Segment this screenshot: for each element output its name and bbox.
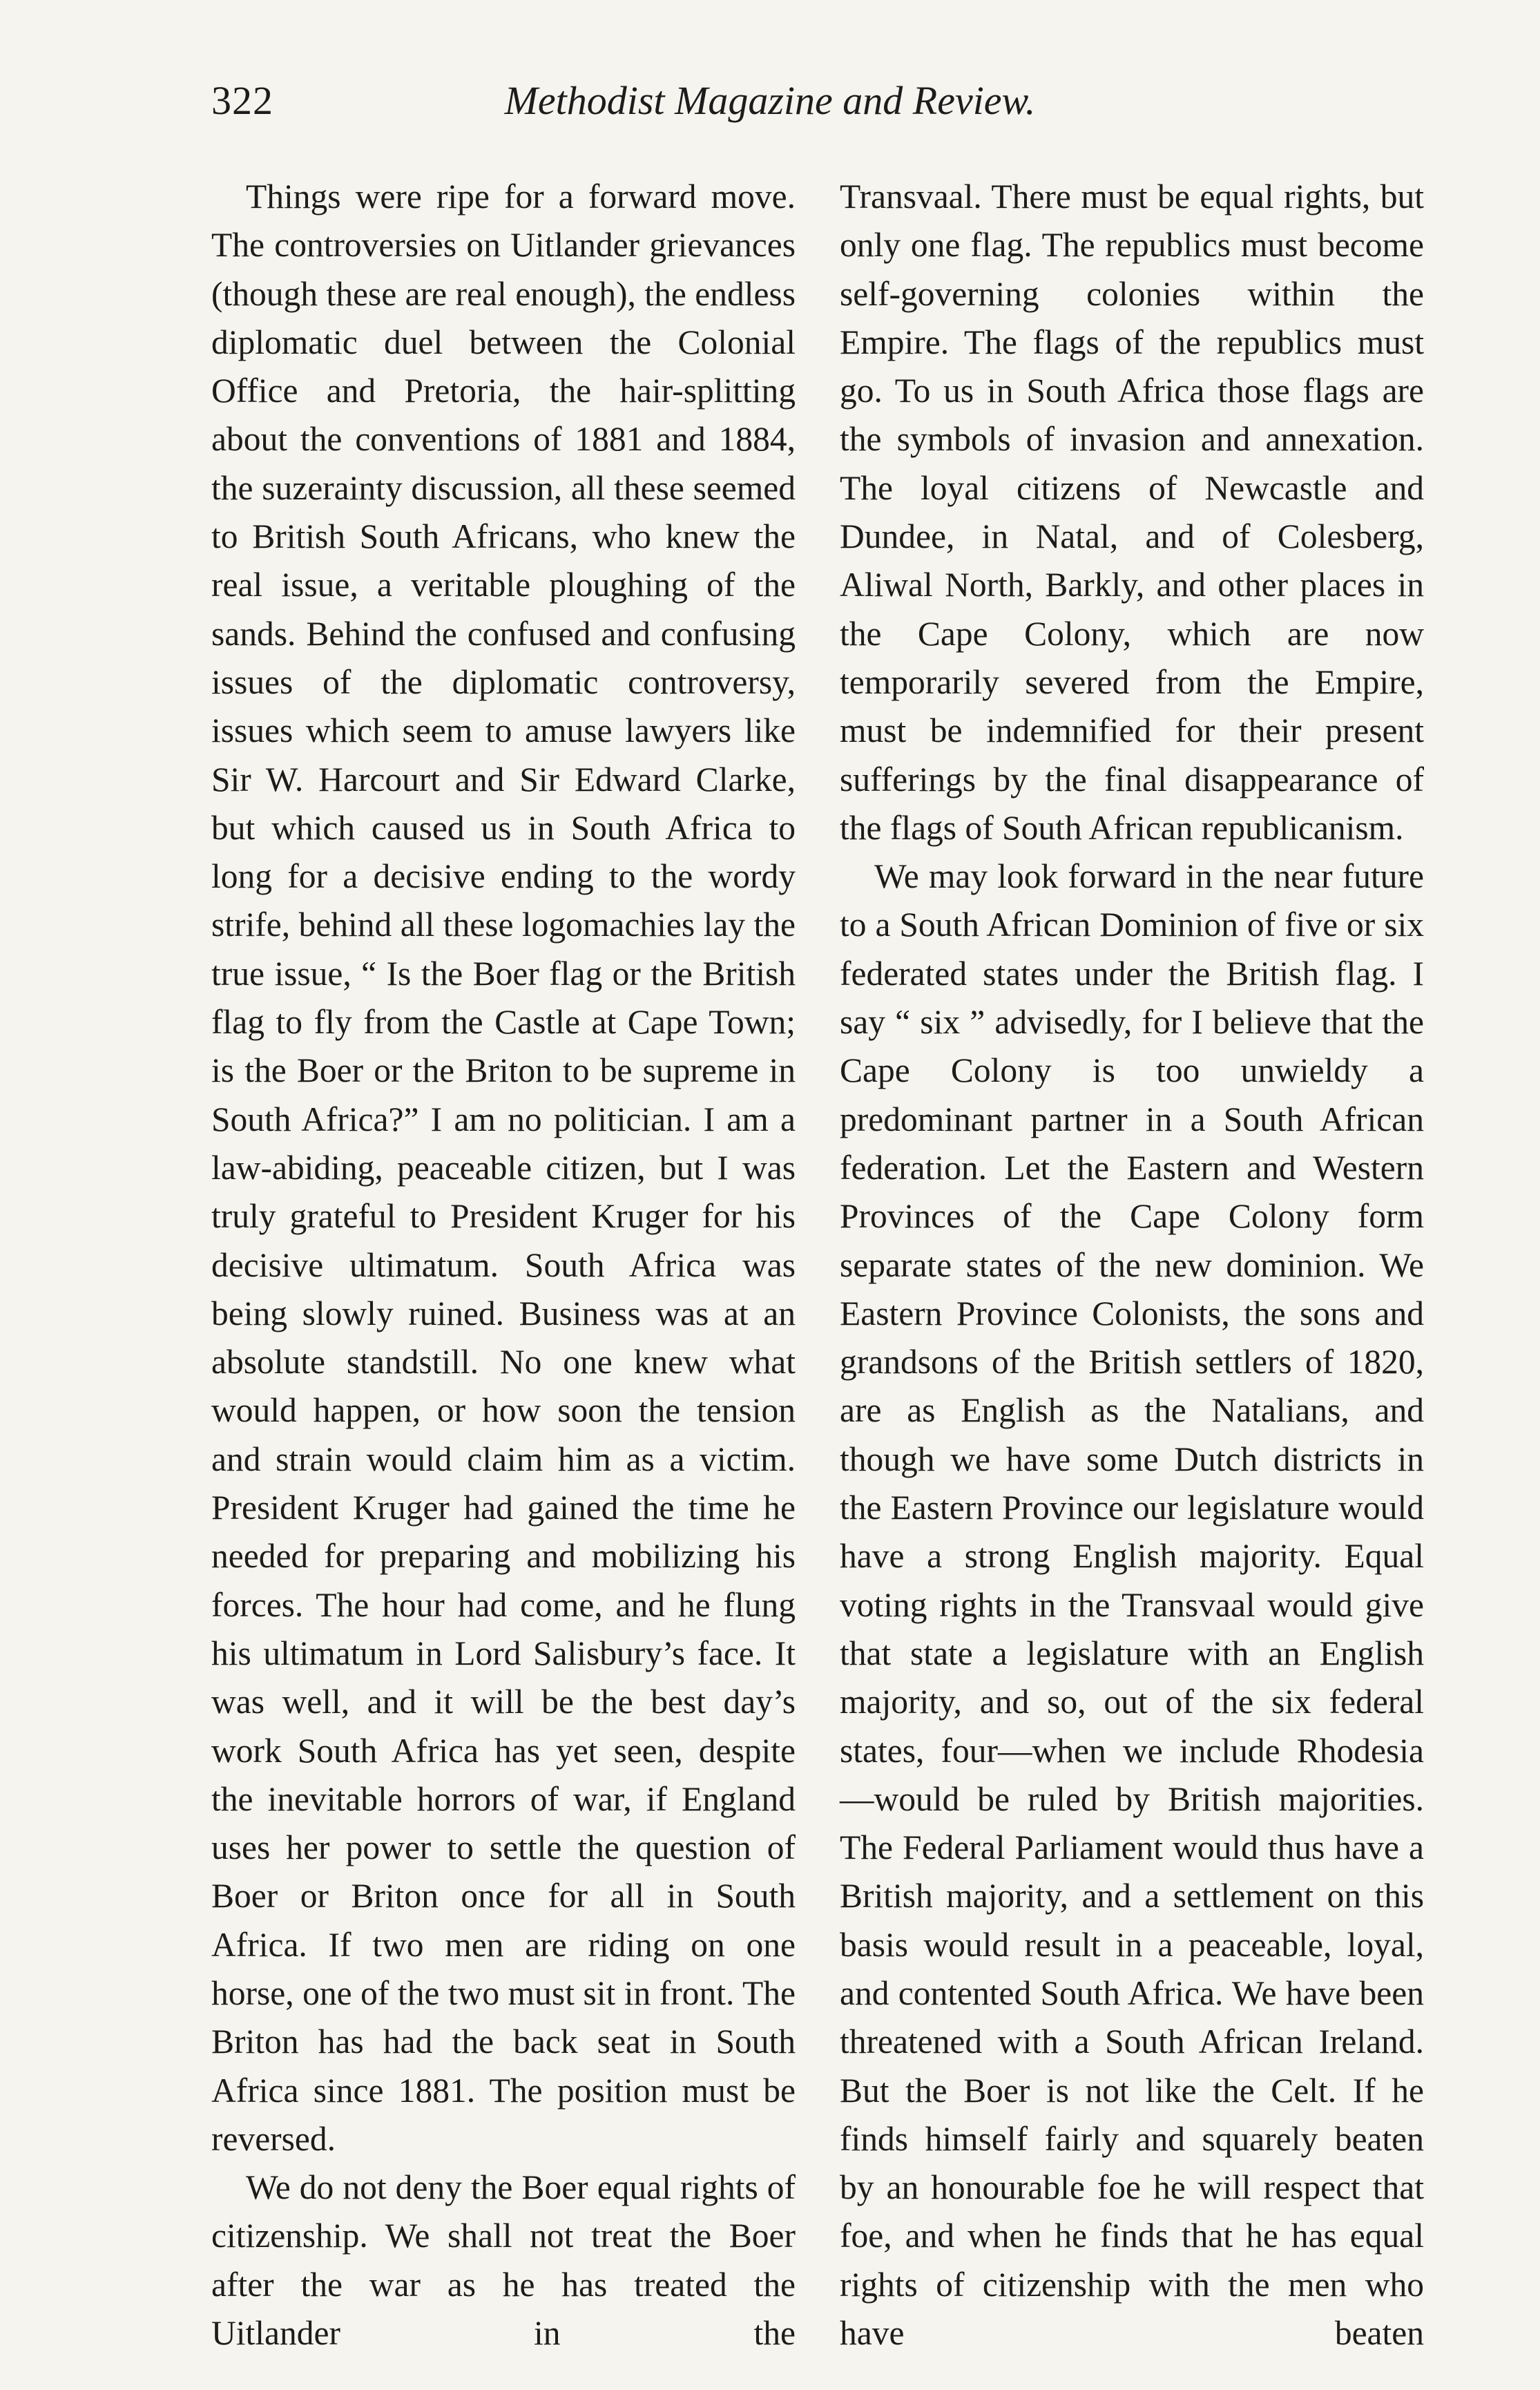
left-column bbox=[211, 173, 796, 2358]
page-number: 322 bbox=[211, 78, 273, 123]
right-paragraph-2: We may look forward in the near future to a South African Dominion of five or six federated states under the British flag. I say “ six ” advisedly, for I believe that the Cape Colony is too unwieldy a predominant partner in a South African federation. Let the Eastern and Western Provinces of the Cape Colony form separate states of the new dominion. We Eastern Province Colonists, the sons and grandsons of the British settlers of 1820, are as English as the Natalians, and though we have some Dutch districts in the Eastern Province our legislature would have a strong English majority. Equal voting rights in the Transvaal would give that state a legislature with an English majority, and so, out of the six federal states, four—when we include Rhodesia—would be ruled by British majorities. The Federal Parliament would thus have a British majority, and a settlement on this basis would result in a peaceable, loyal, and contented South Africa. We have been threatened with a South African Ireland. But the Boer is not like the Celt. If he finds himself fairly and squarely beaten by an honourable foe he will respect that foe, and when he finds that he has equal rights of citizenship with the men who have beaten bbox=[840, 857, 1424, 2353]
left-paragraph-2: We do not deny the Boer equal rights of citizenship. We shall not treat the Boer after the war as he has treated the Uitlander in the bbox=[211, 2168, 796, 2353]
right-column bbox=[840, 173, 1424, 2358]
journal-title: Methodist Magazine and Review. bbox=[504, 78, 1036, 123]
left-paragraph-1: Things were ripe for a forward move. The controversies on Uitlander grievances (though these are real enough), the endless diplomatic duel between the Colonial Office and Pretoria, the hair-splitting about the conventions of 1881 and 1884, the suzerainty discussion, all these seemed to British South Africans, who knew the real issue, a veritable ploughing of the sands. Behind the confused and confusing issues of the diplomatic controversy, issues which seem to amuse lawyers like Sir W. Harcourt and Sir Edward Clarke, but which caused us in South Africa to long for a decisive ending to the wordy strife, behind all these logomachies lay the true issue, “ Is the Boer flag or the British flag to fly from the Castle at Cape Town; is the Boer or the Briton to be supreme in South Africa?” I am no politician. I am a law-abiding, peaceable citizen, but I was truly grateful to President Kruger for his decisive ultimatum. South Africa was being slowly ruined. Business was at an absolute standstill. No one knew what would happen, or how soon the tension and strain would claim him as a victim. President Kruger had gained the time he needed for preparing and mobilizing his forces. The hour had come, and he flung his ultimatum in Lord Salisbury’s face. It was well, and it will be the best day’s work South Africa has yet seen, despite the inevitable horrors of war, if England uses her power to settle the question of Boer or Briton once for all in South Africa. If two men are riding on one horse, one of the two must sit in front. The Briton has had the back seat in South Africa since 1881. The position must be reversed. bbox=[211, 178, 796, 2158]
right-paragraph-1: Transvaal. There must be equal rights, but only one flag. The republics must become self-governing colonies within the Empire. The flags of the republics must go. To us in South Africa those flags are the symbols of invasion and annexation. The loyal citizens of Newcastle and Dundee, in Natal, and of Colesberg, Aliwal North, Barkly, and other places in the Cape Colony, which are now temporarily severed from the Empire, must be indemnified for their present sufferings by the final disappearance of the flags of South African republicanism. bbox=[840, 178, 1424, 847]
running-head bbox=[0, 77, 1540, 140]
